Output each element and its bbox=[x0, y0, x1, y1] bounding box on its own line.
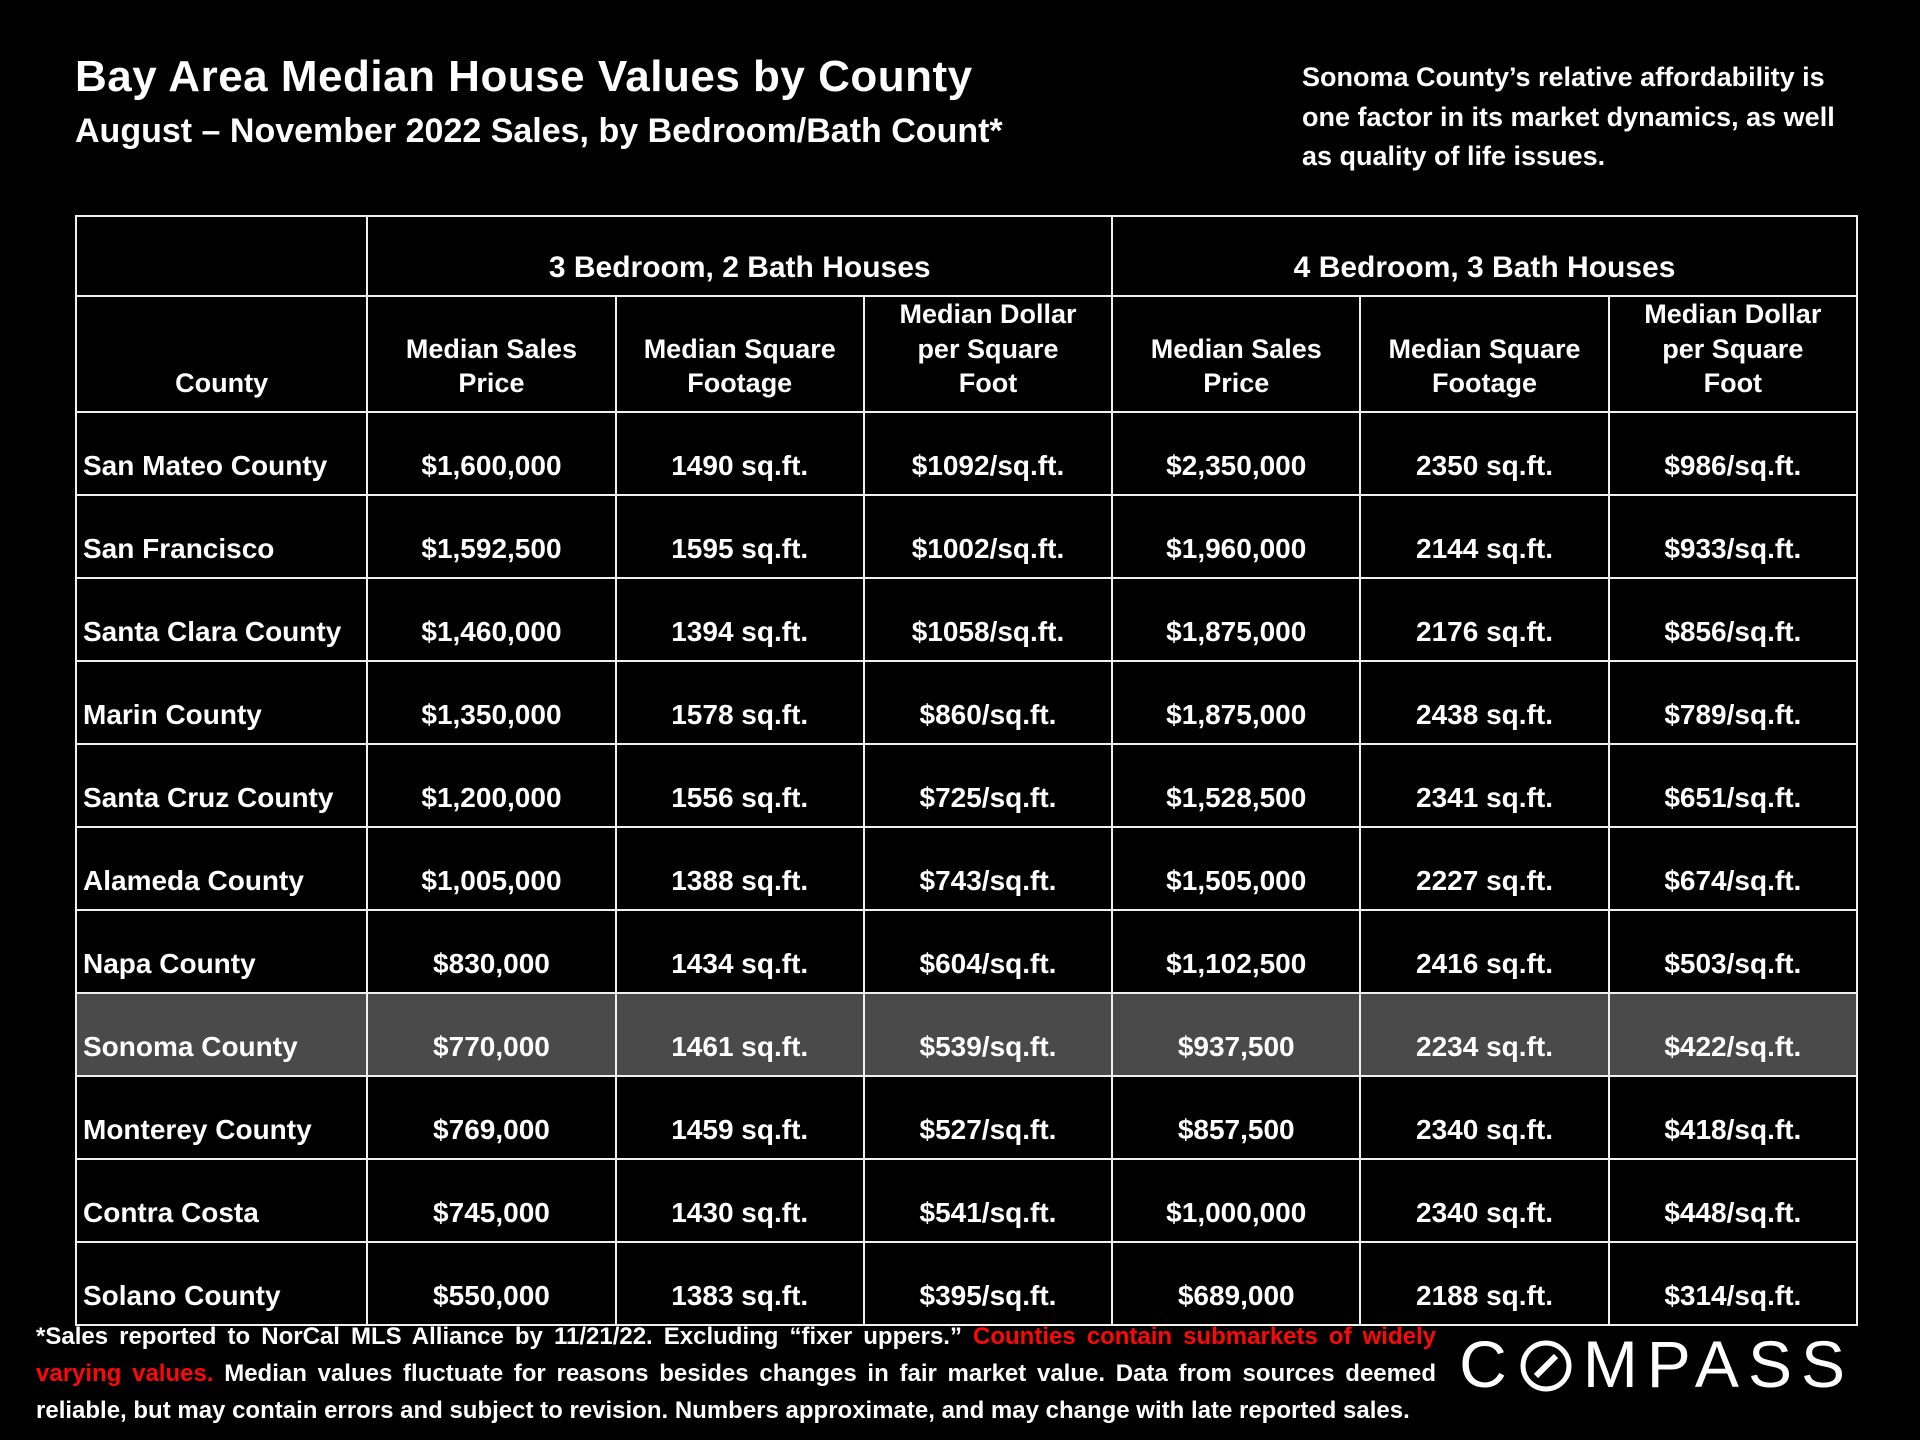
value-cell: $1,528,500 bbox=[1112, 744, 1360, 827]
table-row bbox=[76, 744, 1857, 827]
value-cell: $2,350,000 bbox=[1112, 412, 1360, 495]
corner-cell bbox=[76, 216, 367, 296]
value-cell: 2340 sq.ft. bbox=[1360, 1076, 1608, 1159]
value-cell: $1,960,000 bbox=[1112, 495, 1360, 578]
value-cell: $1,600,000 bbox=[367, 412, 615, 495]
value-cell: $1,200,000 bbox=[367, 744, 615, 827]
col-header-sales-price-4br: Median Sales Price bbox=[1112, 296, 1360, 412]
table-row bbox=[76, 1076, 1857, 1159]
county-cell: Monterey County bbox=[76, 1076, 367, 1159]
table-row bbox=[76, 827, 1857, 910]
county-cell: Marin County bbox=[76, 661, 367, 744]
value-cell: $1,005,000 bbox=[367, 827, 615, 910]
value-cell: $539/sq.ft. bbox=[864, 993, 1112, 1076]
compass-logo-letters-mpass: MPASS bbox=[1582, 1327, 1854, 1401]
table-row bbox=[76, 993, 1857, 1076]
value-cell: $770,000 bbox=[367, 993, 615, 1076]
value-cell: $1,875,000 bbox=[1112, 661, 1360, 744]
value-cell: $743/sq.ft. bbox=[864, 827, 1112, 910]
value-cell: 1556 sq.ft. bbox=[616, 744, 864, 827]
table-row bbox=[76, 495, 1857, 578]
value-cell: $550,000 bbox=[367, 1242, 615, 1325]
value-cell: 1394 sq.ft. bbox=[616, 578, 864, 661]
value-cell: $1,592,500 bbox=[367, 495, 615, 578]
table-row bbox=[76, 412, 1857, 495]
col-header-dollar-per-sqft-3br: Median Dollar per Square Foot bbox=[864, 296, 1112, 412]
value-cell: 1459 sq.ft. bbox=[616, 1076, 864, 1159]
value-cell: $1,505,000 bbox=[1112, 827, 1360, 910]
county-cell: Santa Cruz County bbox=[76, 744, 367, 827]
value-cell: $860/sq.ft. bbox=[864, 661, 1112, 744]
compass-logo bbox=[1459, 1326, 1854, 1402]
value-cell: $937,500 bbox=[1112, 993, 1360, 1076]
value-cell: 2416 sq.ft. bbox=[1360, 910, 1608, 993]
value-cell: $1,350,000 bbox=[367, 661, 615, 744]
value-cell: 2144 sq.ft. bbox=[1360, 495, 1608, 578]
value-cell: $651/sq.ft. bbox=[1609, 744, 1857, 827]
county-cell: Sonoma County bbox=[76, 993, 367, 1076]
value-cell: 1434 sq.ft. bbox=[616, 910, 864, 993]
column-header-row bbox=[76, 296, 1857, 412]
compass-needle-icon bbox=[1519, 1339, 1573, 1393]
table-row bbox=[76, 1159, 1857, 1242]
col-header-sales-price-3br: Median Sales Price bbox=[367, 296, 615, 412]
value-cell: 1461 sq.ft. bbox=[616, 993, 864, 1076]
county-column-header: County bbox=[76, 296, 367, 412]
value-cell: $422/sq.ft. bbox=[1609, 993, 1857, 1076]
value-cell: $769,000 bbox=[367, 1076, 615, 1159]
footnote-segment-1: *Sales reported to NorCal MLS Alliance by 11/21/22. Excluding “fixer uppers.” bbox=[36, 1323, 974, 1350]
value-cell: $1,102,500 bbox=[1112, 910, 1360, 993]
value-cell: $1002/sq.ft. bbox=[864, 495, 1112, 578]
value-cell: 2234 sq.ft. bbox=[1360, 993, 1608, 1076]
value-cell: $933/sq.ft. bbox=[1609, 495, 1857, 578]
value-cell: $745,000 bbox=[367, 1159, 615, 1242]
value-cell: 2340 sq.ft. bbox=[1360, 1159, 1608, 1242]
value-cell: 1388 sq.ft. bbox=[616, 827, 864, 910]
value-cell: $789/sq.ft. bbox=[1609, 661, 1857, 744]
value-cell: 2227 sq.ft. bbox=[1360, 827, 1608, 910]
footnote bbox=[36, 1318, 1436, 1429]
value-cell: $395/sq.ft. bbox=[864, 1242, 1112, 1325]
value-cell: 2438 sq.ft. bbox=[1360, 661, 1608, 744]
value-cell: 2188 sq.ft. bbox=[1360, 1242, 1608, 1325]
group-header-4br: 4 Bedroom, 3 Bath Houses bbox=[1112, 216, 1857, 296]
value-cell: $604/sq.ft. bbox=[864, 910, 1112, 993]
county-cell: San Francisco bbox=[76, 495, 367, 578]
value-cell: 1383 sq.ft. bbox=[616, 1242, 864, 1325]
value-cell: $689,000 bbox=[1112, 1242, 1360, 1325]
table-row bbox=[76, 661, 1857, 744]
value-cell: $986/sq.ft. bbox=[1609, 412, 1857, 495]
value-cell: $1,460,000 bbox=[367, 578, 615, 661]
value-cell: $1058/sq.ft. bbox=[864, 578, 1112, 661]
table-row bbox=[76, 1242, 1857, 1325]
value-cell: 1578 sq.ft. bbox=[616, 661, 864, 744]
county-cell: Solano County bbox=[76, 1242, 367, 1325]
value-cell: 1430 sq.ft. bbox=[616, 1159, 864, 1242]
value-cell: $448/sq.ft. bbox=[1609, 1159, 1857, 1242]
value-cell: $857,500 bbox=[1112, 1076, 1360, 1159]
table-row bbox=[76, 578, 1857, 661]
value-cell: 1490 sq.ft. bbox=[616, 412, 864, 495]
value-cell: $1092/sq.ft. bbox=[864, 412, 1112, 495]
value-cell: $418/sq.ft. bbox=[1609, 1076, 1857, 1159]
county-cell: Napa County bbox=[76, 910, 367, 993]
value-cell: 2176 sq.ft. bbox=[1360, 578, 1608, 661]
value-cell: $1,000,000 bbox=[1112, 1159, 1360, 1242]
value-cell: $314/sq.ft. bbox=[1609, 1242, 1857, 1325]
group-header-row bbox=[76, 216, 1857, 296]
col-header-square-footage-4br: Median Square Footage bbox=[1360, 296, 1608, 412]
value-cell: $503/sq.ft. bbox=[1609, 910, 1857, 993]
median-values-table bbox=[75, 215, 1858, 1326]
value-cell: 1595 sq.ft. bbox=[616, 495, 864, 578]
page-subtitle: August – November 2022 Sales, by Bedroom/Bath Count* bbox=[75, 112, 1003, 150]
footnote-segment-2: Median values fluctuate for reasons besides changes in fair market value. Data from sources deemed reliable, but may contain errors and subject to revision. Numbers approximate, and may change with late reported sales. bbox=[36, 1360, 1436, 1424]
county-cell: San Mateo County bbox=[76, 412, 367, 495]
col-header-dollar-per-sqft-4br: Median Dollar per Square Foot bbox=[1609, 296, 1857, 412]
value-cell: $527/sq.ft. bbox=[864, 1076, 1112, 1159]
value-cell: $674/sq.ft. bbox=[1609, 827, 1857, 910]
value-cell: 2341 sq.ft. bbox=[1360, 744, 1608, 827]
footnote-red-warning: Counties contain submarkets of widely varying values. bbox=[36, 1323, 1436, 1387]
value-cell: 2350 sq.ft. bbox=[1360, 412, 1608, 495]
value-cell: $830,000 bbox=[367, 910, 615, 993]
county-cell: Santa Clara County bbox=[76, 578, 367, 661]
table-row bbox=[76, 910, 1857, 993]
sonoma-note: Sonoma County’s relative affordability is one factor in its market dynamics, as well as quality of life issues. bbox=[1302, 62, 1835, 172]
page-title: Bay Area Median House Values by County bbox=[75, 52, 973, 101]
value-cell: $1,875,000 bbox=[1112, 578, 1360, 661]
value-cell: $541/sq.ft. bbox=[864, 1159, 1112, 1242]
col-header-square-footage-3br: Median Square Footage bbox=[616, 296, 864, 412]
county-cell: Alameda County bbox=[76, 827, 367, 910]
value-cell: $725/sq.ft. bbox=[864, 744, 1112, 827]
county-cell: Contra Costa bbox=[76, 1159, 367, 1242]
compass-logo-letter-c: C bbox=[1459, 1327, 1516, 1401]
value-cell: $856/sq.ft. bbox=[1609, 578, 1857, 661]
table-body bbox=[76, 412, 1857, 1325]
group-header-3br: 3 Bedroom, 2 Bath Houses bbox=[367, 216, 1112, 296]
